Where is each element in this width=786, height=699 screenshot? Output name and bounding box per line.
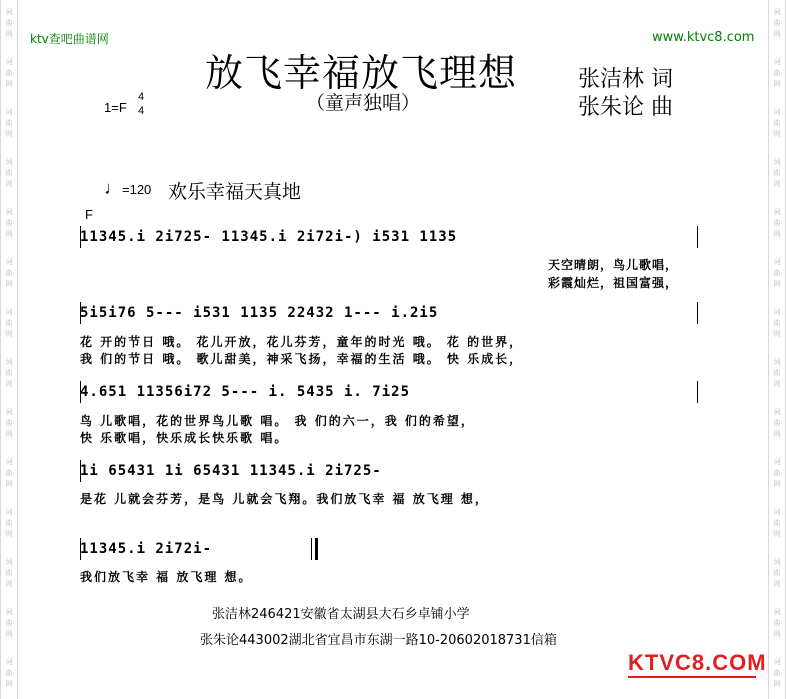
lyric-line-2-verse-2: 我 们的节日 哦。 歌儿甜美，神采飞扬，幸福的生活 哦。 快 乐成长， [80,352,524,366]
watermark-char: 词 [773,508,781,516]
tempo-marking [104,178,151,199]
watermark-char: 词 [773,208,781,216]
watermark-char: 词 [5,8,13,16]
watermark-char: 网 [5,330,13,338]
watermark-char: 词 [5,308,13,316]
watermark-char: 网 [5,530,13,538]
watermark-char: 曲 [5,669,13,677]
watermark-char: 词 [5,158,13,166]
watermark-char: 网 [773,280,781,288]
watermark-char: 词 [773,608,781,616]
song-subtitle: （童声独唱） [306,92,421,114]
watermark-char: 词 [5,208,13,216]
watermark-char: 曲 [5,569,13,577]
tempo-bpm: =120 [122,182,152,197]
watermark-char: 网 [773,130,781,138]
watermark-char: 网 [773,430,781,438]
bar-line [697,381,698,403]
watermark-char: 词 [773,8,781,16]
watermark-char: 网 [773,680,781,688]
watermark-char: 网 [773,530,781,538]
watermark-char: 网 [773,30,781,38]
notation-line-3: 4.651 11356i72 5--- i. 5435 i. 7i25 [80,384,411,400]
chord-symbol: F [85,207,93,222]
notation-line-5: 11345.i 2i72i- [80,541,213,557]
watermark-char: 曲 [773,69,781,77]
watermark-char: 网 [5,130,13,138]
watermark-char: 曲 [773,569,781,577]
watermark-char: 网 [773,80,781,88]
watermark-char: 曲 [5,419,13,427]
watermark-char: 曲 [5,269,13,277]
logo-underline [628,676,756,678]
watermark-char: 曲 [5,619,13,627]
composer-credit: 张朱论 曲 [578,95,673,120]
watermark-char: 网 [5,180,13,188]
watermark-char: 词 [5,108,13,116]
notation-line-2: 5i5i76 5--- i531 1135 22432 1--- i.2i5 [80,305,439,321]
bar-line [697,226,698,248]
watermark-char: 网 [5,280,13,288]
watermark-char: 词 [5,658,13,666]
watermark-char: 曲 [773,269,781,277]
watermark-char: 词 [5,558,13,566]
watermark-char: 词 [773,308,781,316]
site-url-right: www.ktvc8.com [652,30,755,45]
watermark-char: 网 [773,630,781,638]
watermark-char: 词 [5,358,13,366]
notation-line-4: 1i 65431 1i 65431 11345.i 2i725- [80,463,382,479]
bar-line [311,538,312,560]
watermark-char: 网 [773,480,781,488]
watermark-char: 词 [5,608,13,616]
watermark-char: 词 [5,408,13,416]
site-logo: KTVC8.COM [628,650,767,675]
lyric-line-1-verse-1: 天空晴朗，鸟儿歌唱， [548,258,679,272]
watermark-char: 网 [5,380,13,388]
author-address-1: 张洁林246421安徽省太湖县大石乡卓铺小学 [212,607,470,622]
lyric-line-1-verse-2: 彩霞灿烂，祖国富强， [548,276,679,290]
site-name-left: ktv查吧曲谱网 [30,32,109,46]
watermark-char: 词 [5,508,13,516]
watermark-char: 词 [773,258,781,266]
watermark-char: 曲 [5,119,13,127]
watermark-char: 曲 [5,19,13,27]
watermark-char: 词 [773,358,781,366]
watermark-char: 曲 [773,369,781,377]
watermark-char: 词 [773,408,781,416]
watermark-char: 词 [5,58,13,66]
time-signature-top: 4 [138,91,145,103]
lyric-line-5: 我们放飞幸 福 放飞理 想。 [80,570,253,584]
watermark-char: 曲 [773,519,781,527]
watermark-char: 词 [773,458,781,466]
watermark-char: 网 [5,480,13,488]
key-signature: 1=F [104,100,127,115]
watermark-char: 曲 [773,319,781,327]
left-watermark-strip [0,0,18,699]
watermark-char: 词 [773,158,781,166]
quarter-note-icon: ♩ [104,178,122,198]
watermark-char: 词 [773,658,781,666]
lyric-line-3-verse-2: 快 乐歌唱，快乐成长快乐歌 唱。 [80,431,289,445]
watermark-char: 网 [773,330,781,338]
lyric-line-2-verse-1: 花 开的节日 哦。 花儿开放，花儿芬芳，童年的时光 哦。 花 的世界， [80,335,524,349]
watermark-char: 网 [773,580,781,588]
watermark-char: 词 [773,58,781,66]
watermark-char: 网 [5,30,13,38]
song-title: 放飞幸福放飞理想 [205,51,518,95]
watermark-char: 曲 [5,169,13,177]
watermark-char: 曲 [773,469,781,477]
watermark-char: 网 [5,80,13,88]
watermark-char: 网 [773,380,781,388]
watermark-char: 网 [5,230,13,238]
watermark-char: 曲 [5,69,13,77]
lyric-line-3-verse-1: 鸟 儿歌唱，花的世界鸟儿歌 唱。 我 们的六一，我 们的希望， [80,414,475,428]
watermark-char: 曲 [773,169,781,177]
watermark-char: 词 [773,558,781,566]
watermark-char: 网 [5,580,13,588]
expression-marking: 欢乐幸福天真地 [168,181,302,203]
watermark-char: 曲 [773,669,781,677]
notation-line-1: 11345.i 2i725- 11345.i 2i72i-) i531 1135 [80,229,458,245]
bar-line [697,302,698,324]
watermark-char: 网 [773,180,781,188]
watermark-char: 网 [773,230,781,238]
watermark-char: 曲 [773,119,781,127]
watermark-char: 曲 [5,319,13,327]
watermark-char: 曲 [5,469,13,477]
watermark-char: 网 [5,630,13,638]
lyricist-credit: 张洁林 词 [578,67,673,92]
time-signature [138,90,144,118]
watermark-char: 曲 [773,419,781,427]
watermark-char: 网 [5,430,13,438]
lyric-line-4: 是花 儿就会芬芳，是鸟 儿就会飞翔。我们放飞幸 福 放飞理 想， [80,492,489,506]
watermark-char: 曲 [5,219,13,227]
watermark-char: 曲 [5,519,13,527]
watermark-char: 曲 [773,619,781,627]
watermark-char: 词 [5,258,13,266]
watermark-char: 词 [5,458,13,466]
watermark-char: 曲 [5,369,13,377]
final-bar-line [315,538,318,560]
watermark-char: 曲 [773,219,781,227]
watermark-char: 词 [773,108,781,116]
author-address-2: 张朱论443002湖北省宜昌市东湖一路10-20602018731信箱 [200,633,557,648]
watermark-char: 网 [5,680,13,688]
right-watermark-strip [768,0,786,699]
time-signature-bottom: 4 [138,105,145,117]
watermark-char: 曲 [773,19,781,27]
